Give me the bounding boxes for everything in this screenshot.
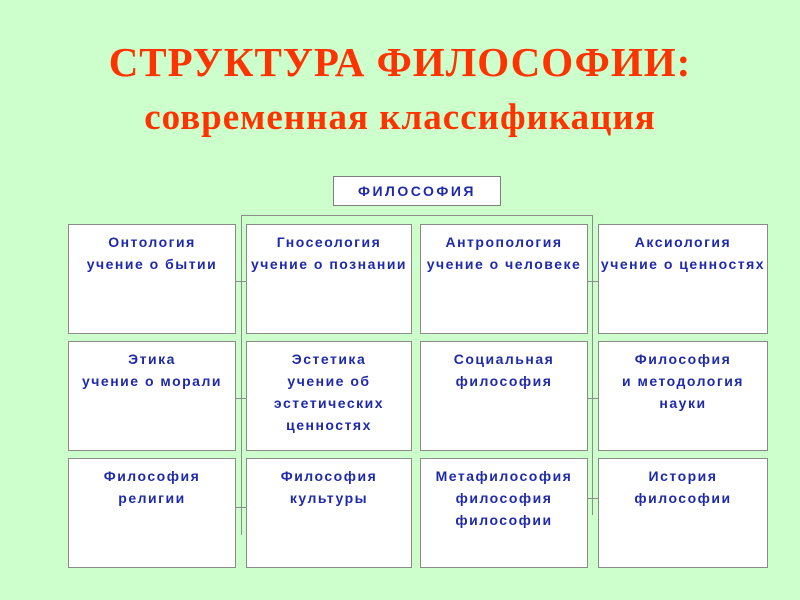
category-label: учение о ценностях xyxy=(600,256,766,272)
connector-right-vertical xyxy=(592,215,593,515)
category-label: учение об xyxy=(287,373,371,389)
category-label: учение о бытии xyxy=(86,256,218,272)
category-label: Онтология xyxy=(108,234,196,250)
category-box xyxy=(246,458,412,568)
category-box xyxy=(68,224,236,334)
category-box xyxy=(420,341,588,451)
category-label: Социальная xyxy=(453,351,555,367)
category-label: философии xyxy=(634,490,732,506)
category-label: философии xyxy=(455,512,553,528)
category-label: науки xyxy=(659,395,707,411)
category-label: учение о человеке xyxy=(426,256,582,272)
category-label: История xyxy=(648,468,718,484)
category-box xyxy=(598,224,768,334)
category-box xyxy=(598,458,768,568)
category-box xyxy=(598,341,768,451)
category-label: эстетических xyxy=(273,395,385,411)
title-line-2: современная классификация xyxy=(144,97,656,138)
category-label: философия xyxy=(455,373,553,389)
category-box xyxy=(68,341,236,451)
category-label: и методология xyxy=(622,373,744,389)
category-label: Философия xyxy=(634,351,732,367)
category-label: религии xyxy=(118,490,186,506)
category-label: Философия xyxy=(103,468,201,484)
category-label: Философия xyxy=(280,468,378,484)
category-label: Гносеология xyxy=(276,234,382,250)
category-label: философия xyxy=(455,490,553,506)
category-box xyxy=(420,224,588,334)
category-label: учение о познании xyxy=(250,256,408,272)
category-label: учение о морали xyxy=(82,373,222,389)
title-line-1: СТРУКТУРА ФИЛОСОФИИ: xyxy=(108,39,692,85)
category-label: культуры xyxy=(289,490,369,506)
connector-top-horizontal xyxy=(241,215,593,216)
root-node: ФИЛОСОФИЯ xyxy=(333,176,501,206)
category-label: Метафилософия xyxy=(435,468,573,484)
category-label: ценностях xyxy=(286,417,372,433)
category-label: Эстетика xyxy=(291,351,367,367)
category-label: Этика xyxy=(128,351,176,367)
category-box xyxy=(68,458,236,568)
category-label: Антропология xyxy=(445,234,563,250)
category-box xyxy=(246,341,412,451)
category-box xyxy=(420,458,588,568)
connector-left-vertical xyxy=(241,215,242,535)
category-label: Аксиология xyxy=(634,234,732,250)
category-box xyxy=(246,224,412,334)
